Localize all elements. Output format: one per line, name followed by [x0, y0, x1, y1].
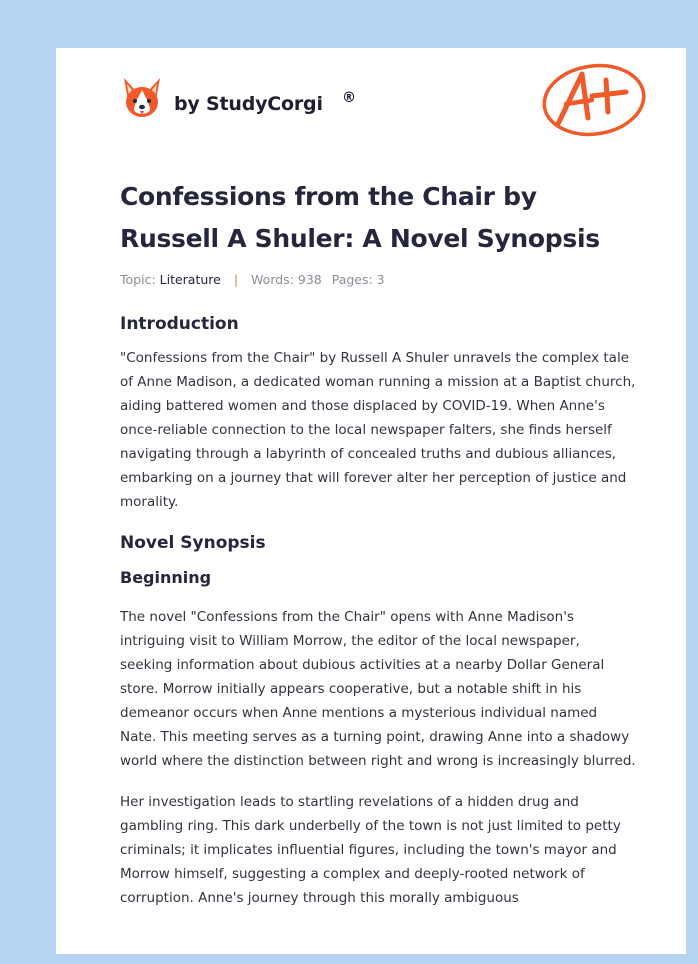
document-page	[56, 48, 686, 954]
meta-separator: |	[233, 272, 239, 287]
logo[interactable]	[120, 74, 164, 124]
synopsis-heading: Novel Synopsis	[120, 533, 266, 553]
topic-label: Topic:	[120, 272, 156, 287]
corgi-logo-icon	[120, 74, 164, 124]
word-count: Words: 938	[251, 272, 322, 287]
introduction-paragraph: "Confessions from the Chair" by Russell A Shuler unravels the complex tale of Anne Madison, a dedicated woman running a mission at a Baptist church, aiding battered women and those displaced by COVID-19. When Anne's once-reliable connection to the local newspaper falters, she finds herself navigating through a labyrinth of concealed truths and dubious alliances, embarking on a journey that will forever alter her perception of justice and morality.	[120, 350, 636, 510]
page-title: Confessions from the Chair by Russell A Shuler: A Novel Synopsis	[120, 182, 600, 253]
beginning-heading: Beginning	[120, 568, 212, 587]
page-header	[56, 48, 686, 158]
beginning-paragraph-2: Her investigation leads to startling revelations of a hidden drug and gambling ring. This dark underbelly of the town is not just limited to petty criminals; it implicates influential figures, including the town's mayor and Morrow himself, suggesting a complex and deeply-rooted network of corruption. Anne's journey through this morally ambiguous	[120, 794, 621, 906]
article-content	[120, 176, 636, 910]
a-plus-grade-icon	[536, 58, 648, 142]
brand-name[interactable]: by StudyCorgi	[174, 93, 323, 115]
page-count: Pages: 3	[331, 272, 385, 287]
beginning-paragraph-1: The novel "Confessions from the Chair" opens with Anne Madison's intriguing visit to William Morrow, the editor of the local newspaper, seeking information about dubious activities at a nearby Dollar General store. Morrow initially appears cooperative, but a notable shift in his demeanor occurs when Anne mentions a mysterious individual named Nate. This meeting serves as a turning point, drawing Anne into a shadowy world where the distinction between right and wrong is increasingly blurred.	[120, 609, 636, 769]
article-meta	[120, 272, 636, 287]
registered-mark: ®	[342, 90, 356, 106]
introduction-heading: Introduction	[120, 314, 239, 334]
topic-link[interactable]: Literature	[159, 272, 221, 287]
